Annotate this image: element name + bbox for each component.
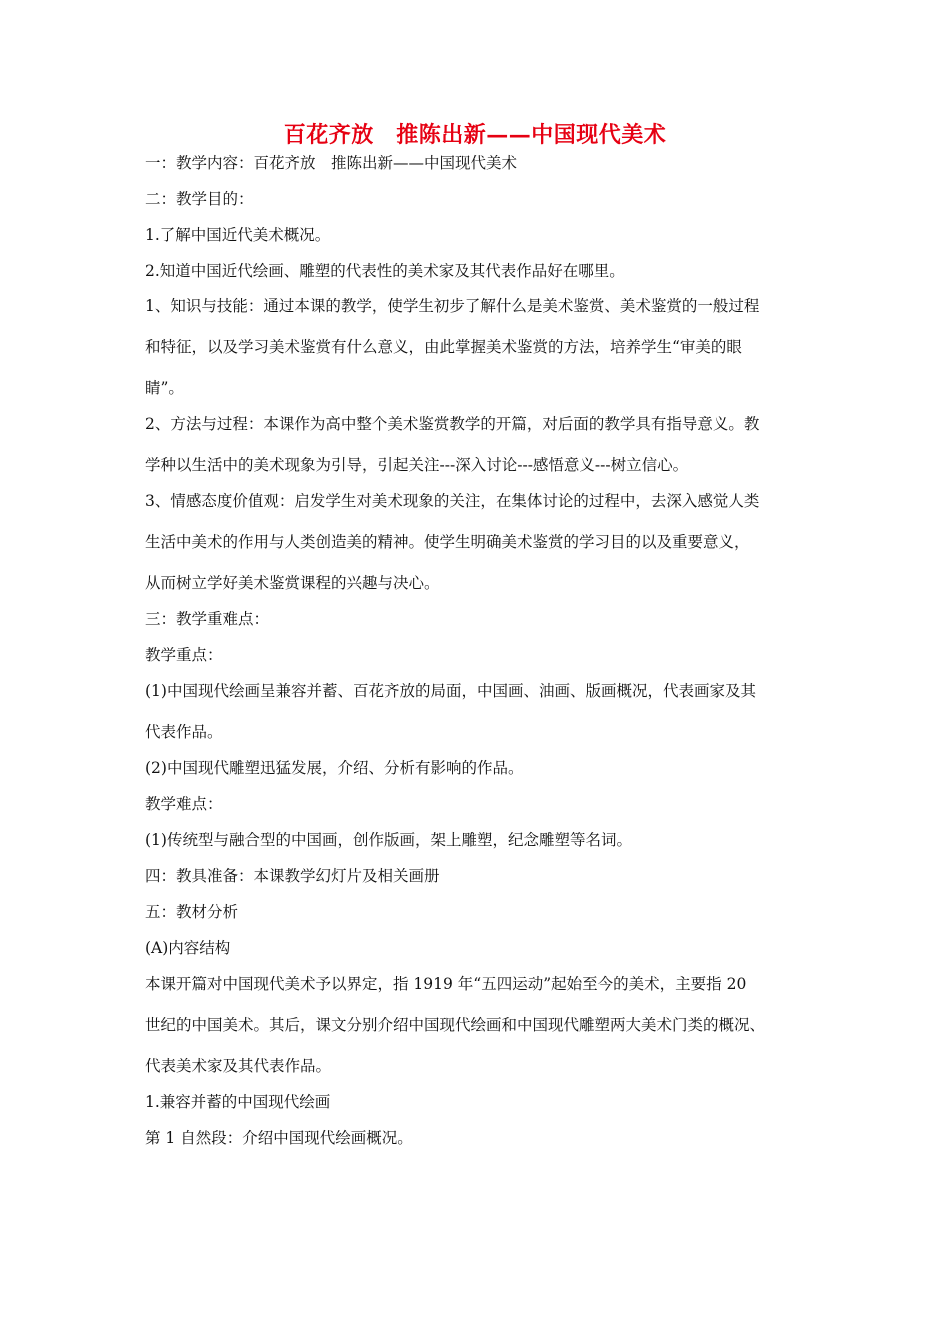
section-1-content: 一：教学内容：百花齐放 推陈出新——中国现代美术 <box>145 154 518 172</box>
difficulties-heading: 教学难点： <box>145 795 223 813</box>
method-process-line-1: 2、方法与过程：本课作为高中整个美术鉴赏教学的开篇，对后面的教学具有指导意义。教 <box>145 415 760 433</box>
objective-2: 2.知道中国近代绘画、雕塑的代表性的美术家及其代表作品好在哪里。 <box>145 262 625 280</box>
section-2-heading: 二：教学目的： <box>145 190 254 208</box>
attitude-values-line-3: 从而树立学好美术鉴赏课程的兴趣与决心。 <box>145 574 440 592</box>
key-point-2: (2)中国现代雕塑迅猛发展，介绍、分析有影响的作品。 <box>145 759 524 777</box>
analysis-line-2: 世纪的中国美术。其后，课文分别介绍中国现代绘画和中国现代雕塑两大美术门类的概况、 <box>145 1016 766 1034</box>
section-5-heading: 五：教材分析 <box>145 903 239 921</box>
knowledge-skills-line-3: 睛”。 <box>145 379 184 397</box>
analysis-line-1: 本课开篇对中国现代美术予以界定，指 1919 年“五四运动”起始至今的美术，主要指 20 <box>145 975 747 993</box>
key-point-1-line-2: 代表作品。 <box>145 723 223 741</box>
objective-1: 1.了解中国近代美术概况。 <box>145 226 331 244</box>
knowledge-skills-line-1: 1、知识与技能：通过本课的教学，使学生初步了解什么是美术鉴赏、美术鉴赏的一般过程 <box>145 297 760 315</box>
section-4-teaching-aids: 四：教具准备：本课教学幻灯片及相关画册 <box>145 867 440 885</box>
painting-subheading: 1.兼容并蓄的中国现代绘画 <box>145 1093 331 1111</box>
analysis-line-3: 代表美术家及其代表作品。 <box>145 1057 332 1075</box>
paragraph-1-note: 第 1 自然段：介绍中国现代绘画概况。 <box>145 1129 413 1147</box>
attitude-values-line-1: 3、情感态度价值观：启发学生对美术现象的关注，在集体讨论的过程中，去深入感觉人类 <box>145 492 760 510</box>
difficulty-1: (1)传统型与融合型的中国画，创作版画，架上雕塑，纪念雕塑等名词。 <box>145 831 632 849</box>
knowledge-skills-line-2: 和特征，以及学习美术鉴赏有什么意义，由此掌握美术鉴赏的方法，培养学生“审美的眼 <box>145 338 742 356</box>
key-point-1-line-1: (1)中国现代绘画呈兼容并蓄、百花齐放的局面，中国画、油画、版画概况，代表画家及其 <box>145 682 756 700</box>
document-title: 百花齐放 推陈出新——中国现代美术 <box>283 122 667 148</box>
content-structure-heading: (A)内容结构 <box>145 939 231 957</box>
attitude-values-line-2: 生活中美术的作用与人类创造美的精神。使学生明确美术鉴赏的学习目的以及重要意义， <box>145 533 750 551</box>
method-process-line-2: 学种以生活中的美术现象为引导，引起关注---深入讨论---感悟意义---树立信心。 <box>145 456 689 474</box>
section-3-heading: 三：教学重难点： <box>145 610 270 628</box>
key-points-heading: 教学重点： <box>145 646 223 664</box>
